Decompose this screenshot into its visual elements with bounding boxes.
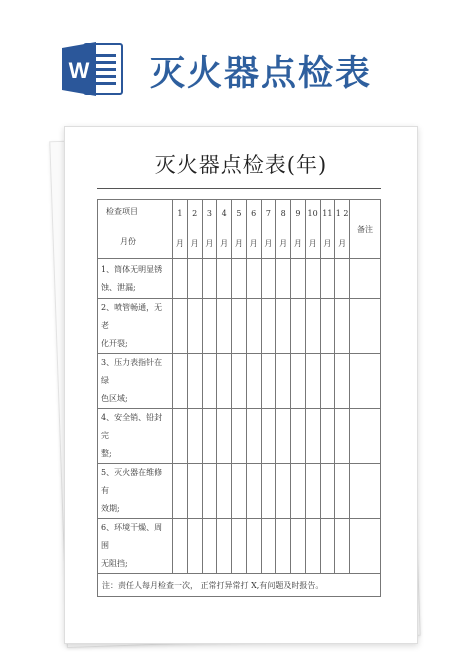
month-suffix: 月: [323, 239, 332, 248]
month-check-cell[interactable]: [232, 354, 247, 409]
month-number: 1 2: [335, 209, 349, 218]
month-check-cell[interactable]: [291, 409, 306, 464]
table-note: 注：责任人每月检查一次， 正常打异常打 X,有问题及时报告。: [98, 574, 381, 597]
month-check-cell[interactable]: [187, 409, 202, 464]
month-check-cell[interactable]: [232, 299, 247, 354]
month-check-cell[interactable]: [246, 299, 261, 354]
month-number: 9: [295, 209, 301, 218]
banner: [0, 0, 474, 112]
month-number: 11: [322, 209, 333, 218]
month-number: 6: [251, 209, 257, 218]
month-check-cell[interactable]: [291, 464, 306, 519]
check-item-line: 效期;: [101, 504, 120, 513]
month-check-cell[interactable]: [291, 259, 306, 299]
table-row: [98, 299, 381, 354]
month-suffix: 月: [249, 239, 258, 248]
month-check-cell[interactable]: [320, 354, 335, 409]
header-month-11: [320, 200, 335, 259]
table-row: [98, 354, 381, 409]
remark-cell[interactable]: [350, 259, 381, 299]
check-item-line: 化开裂;: [101, 339, 128, 348]
header-month-6: [246, 200, 261, 259]
month-check-cell[interactable]: [335, 519, 350, 574]
table-row: [98, 409, 381, 464]
remark-cell[interactable]: [350, 299, 381, 354]
month-check-cell[interactable]: [246, 259, 261, 299]
month-check-cell[interactable]: [305, 259, 320, 299]
month-check-cell[interactable]: [261, 354, 276, 409]
month-check-cell[interactable]: [202, 299, 217, 354]
month-check-cell[interactable]: [217, 299, 232, 354]
month-number: 8: [280, 209, 286, 218]
month-suffix: 月: [205, 239, 214, 248]
check-item-cell: [98, 354, 173, 409]
month-number: 7: [265, 209, 271, 218]
month-suffix: 月: [190, 239, 199, 248]
month-check-cell[interactable]: [305, 299, 320, 354]
month-check-cell[interactable]: [291, 299, 306, 354]
month-check-cell[interactable]: [202, 519, 217, 574]
remark-cell[interactable]: [350, 354, 381, 409]
month-check-cell[interactable]: [232, 259, 247, 299]
month-check-cell[interactable]: [320, 299, 335, 354]
check-item-cell: [98, 409, 173, 464]
month-check-cell[interactable]: [320, 519, 335, 574]
check-item-line: 无阻挡;: [101, 559, 128, 568]
header-item-label: 检查项目: [106, 207, 138, 216]
month-number: 4: [221, 209, 227, 218]
remark-cell[interactable]: [350, 409, 381, 464]
check-item-line: 蚀、泄漏;: [101, 282, 136, 292]
title-rule: [97, 188, 381, 189]
month-check-cell[interactable]: [217, 409, 232, 464]
check-item-cell: [98, 299, 173, 354]
month-check-cell[interactable]: [261, 259, 276, 299]
header-remark-cell: 备注: [350, 200, 381, 259]
header-month-3: [202, 200, 217, 259]
table-header-row: [98, 200, 381, 259]
month-check-cell[interactable]: [261, 464, 276, 519]
header-month-9: [291, 200, 306, 259]
month-check-cell[interactable]: [276, 259, 291, 299]
month-check-cell[interactable]: [305, 354, 320, 409]
remark-cell[interactable]: [350, 464, 381, 519]
month-check-cell[interactable]: [202, 259, 217, 299]
month-check-cell[interactable]: [335, 354, 350, 409]
month-check-cell[interactable]: [173, 519, 188, 574]
check-item-line: 整;: [101, 449, 112, 458]
check-item-line: 3、压力表指针在绿: [101, 358, 163, 385]
document-page: [64, 126, 418, 644]
word-letter: W: [68, 58, 90, 83]
check-item-cell: [98, 519, 173, 574]
header-month-8: [276, 200, 291, 259]
header-month-4: [217, 200, 232, 259]
header-month-5: [232, 200, 247, 259]
month-check-cell[interactable]: [261, 299, 276, 354]
header-month-7: [261, 200, 276, 259]
month-check-cell[interactable]: [335, 259, 350, 299]
month-check-cell[interactable]: [246, 409, 261, 464]
month-check-cell[interactable]: [246, 354, 261, 409]
month-check-cell[interactable]: [173, 409, 188, 464]
month-check-cell[interactable]: [187, 354, 202, 409]
check-item-cell: [98, 259, 173, 299]
month-check-cell[interactable]: [187, 464, 202, 519]
table-note-row: [98, 574, 381, 597]
month-check-cell[interactable]: [335, 409, 350, 464]
month-number: 1: [177, 209, 183, 218]
check-item-line: 6、环境干燥、周围: [101, 523, 163, 550]
month-suffix: 月: [279, 239, 288, 248]
month-check-cell[interactable]: [217, 519, 232, 574]
document-title: 灭火器点检表(年): [154, 153, 328, 177]
table-row: [98, 259, 381, 299]
month-check-cell[interactable]: [173, 299, 188, 354]
month-check-cell[interactable]: [187, 299, 202, 354]
month-check-cell[interactable]: [305, 519, 320, 574]
month-check-cell[interactable]: [305, 409, 320, 464]
month-suffix: 月: [175, 239, 184, 248]
word-document-icon: [62, 40, 124, 98]
month-number: 10: [307, 209, 318, 218]
check-item-line: 5、灭火器在维修有: [101, 468, 163, 495]
header-item-cell: [98, 200, 173, 259]
month-check-cell[interactable]: [217, 259, 232, 299]
month-suffix: 月: [338, 239, 347, 248]
month-number: 2: [192, 209, 198, 218]
remark-cell[interactable]: [350, 519, 381, 574]
month-suffix: 月: [234, 239, 243, 248]
month-check-cell[interactable]: [261, 409, 276, 464]
month-suffix: 月: [308, 239, 317, 248]
month-check-cell[interactable]: [246, 519, 261, 574]
month-check-cell[interactable]: [320, 409, 335, 464]
month-check-cell[interactable]: [276, 354, 291, 409]
month-check-cell[interactable]: [246, 464, 261, 519]
month-number: 5: [236, 209, 242, 218]
check-item-line: 色区域;: [101, 394, 128, 403]
month-number: 3: [206, 209, 212, 218]
inspection-table: [97, 199, 381, 597]
month-check-cell[interactable]: [291, 354, 306, 409]
month-check-cell[interactable]: [305, 464, 320, 519]
month-check-cell[interactable]: [173, 464, 188, 519]
month-check-cell[interactable]: [232, 409, 247, 464]
month-suffix: 月: [264, 239, 273, 248]
check-item-cell: [98, 464, 173, 519]
month-check-cell[interactable]: [202, 409, 217, 464]
month-check-cell[interactable]: [276, 409, 291, 464]
month-check-cell[interactable]: [187, 519, 202, 574]
month-check-cell[interactable]: [320, 464, 335, 519]
month-check-cell[interactable]: [320, 259, 335, 299]
month-check-cell[interactable]: [335, 464, 350, 519]
month-check-cell[interactable]: [232, 464, 247, 519]
month-check-cell[interactable]: [217, 464, 232, 519]
check-item-line: 2、喷管畅通，无老: [101, 303, 163, 330]
month-check-cell[interactable]: [276, 464, 291, 519]
month-check-cell[interactable]: [291, 519, 306, 574]
month-check-cell[interactable]: [335, 299, 350, 354]
table-row: [98, 464, 381, 519]
month-check-cell[interactable]: [202, 464, 217, 519]
month-check-cell[interactable]: [202, 354, 217, 409]
header-month-10: [305, 200, 320, 259]
month-check-cell[interactable]: [276, 299, 291, 354]
month-check-cell[interactable]: [261, 519, 276, 574]
check-item-line: 4、安全销、铅封完: [101, 413, 163, 440]
header-month-2: [187, 200, 202, 259]
month-check-cell[interactable]: [217, 354, 232, 409]
month-check-cell[interactable]: [173, 259, 188, 299]
month-check-cell[interactable]: [173, 354, 188, 409]
header-month-label: 月份: [120, 237, 136, 246]
banner-title: 灭火器点检表: [150, 54, 373, 94]
month-check-cell[interactable]: [187, 259, 202, 299]
table-row: [98, 519, 381, 574]
month-check-cell[interactable]: [276, 519, 291, 574]
month-suffix: 月: [220, 239, 229, 248]
check-item-line: 1、筒体无明显锈: [101, 264, 163, 274]
header-month-12: [335, 200, 350, 259]
month-suffix: 月: [293, 239, 302, 248]
month-check-cell[interactable]: [232, 519, 247, 574]
header-month-1: [173, 200, 188, 259]
